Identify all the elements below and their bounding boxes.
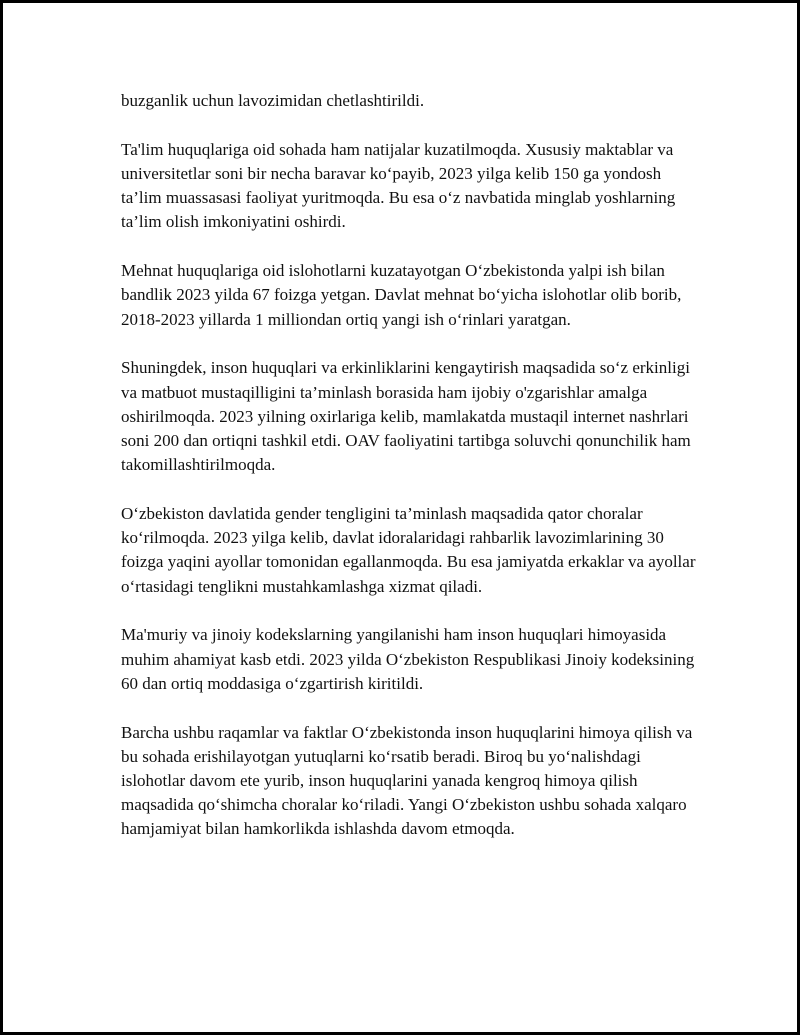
paragraph-2: Ta'lim huquqlariga oid sohada ham natijalar kuzatilmoqda. Xususiy maktablar va universitetlar soni bir necha baravar ko‘payib, 2023 yilga kelib 150 ga yondosh ta’lim muassasasi faoliyat yuritmoqda. Bu esa o‘z navbatida minglab yoshlarning ta’lim olish imkoniyatini oshirdi. — [121, 139, 676, 232]
document-body — [121, 89, 696, 866]
paragraph-1: buzganlik uchun lavozimidan chetlashtirildi. — [121, 91, 425, 110]
paragraph-3: Mehnat huquqlariga oid islohotlarni kuzatayotgan O‘zbekistonda yalpi ish bilan bandlik 2023 yilda 67 foizga yetgan. Davlat mehnat bo‘yicha islohotlar olib borib, 2018-2023 yillarda 1 milliondan ortiq yangi ish o‘rinlari yaratgan. — [121, 261, 682, 329]
paragraph-7: Barcha ushbu raqamlar va faktlar O‘zbekistonda inson huquqlarini himoya qilish va bu sohada erishilayotgan yutuqlarni ko‘rsatib beradi. Biroq bu yo‘nalishdagi islohotlar davom ete yurib, inson huquqlarini yanada kengroq himoya qilish maqsadida qo‘shimcha choralar ko‘riladi. Yangi O‘zbekiston ushbu sohada xalqaro hamjamiyat bilan hamkorlikda ishlashda davom etmoqda. — [121, 722, 693, 839]
paragraph-5: O‘zbekiston davlatida gender tengligini ta’minlash maqsadida qator choralar ko‘rilmoqda. 2023 yilga kelib, davlat idoralaridagi rahbarlik lavozimlarining 30 foizga yaqini ayollar tomonidan egallanmoqda. Bu esa jamiyatda erkaklar va ayollar o‘rtasidagi tenglikni mustahkamlashga xizmat qiladi. — [121, 504, 696, 596]
paragraph-6: Ma'muriy va jinoiy kodekslarning yangilanishi ham inson huquqlari himoyasida muhim ahamiyat kasb etdi. 2023 yilda O‘zbekiston Respublikasi Jinoiy kodeksining 60 dan ortiq moddasiga o‘zgartirish kiritildi. — [121, 625, 695, 693]
paragraph-4: Shuningdek, inson huquqlari va erkinliklarini kengaytirish maqsadida so‘z erkinligi va matbuot mustaqilligini ta’minlash borasida ham ijobiy o'zgarishlar amalga oshirilmoqda. 2023 yilning oxirlariga kelib, mamlakatda mustaqil internet nashrlari soni 200 dan ortiqni tashkil etdi. OAV faoliyatini tartibga soluvchi qonunchilik ham takomillashtirilmoqda. — [121, 358, 691, 475]
